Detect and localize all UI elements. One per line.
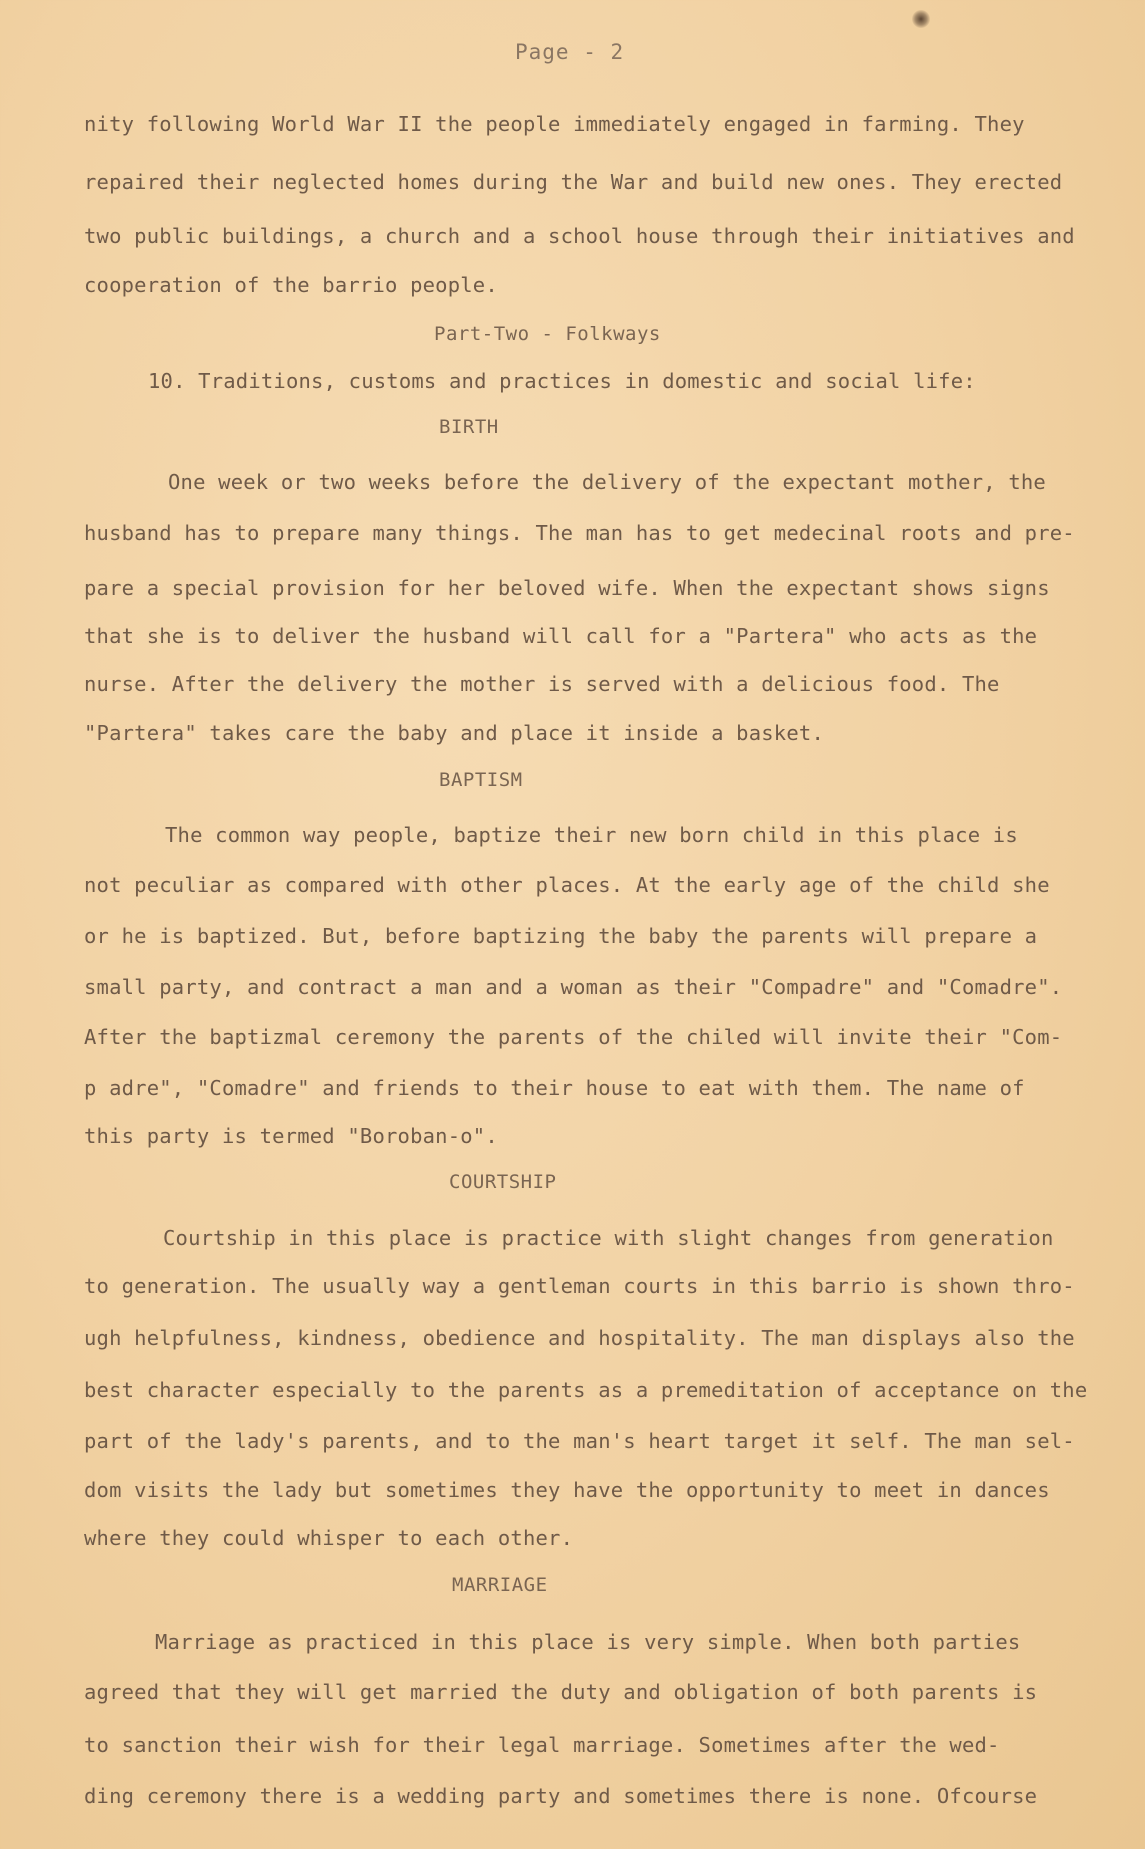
marriage-line: to sanction their wish for their legal marriage. Sometimes after the wed- — [84, 1733, 1000, 1757]
courtship-line: where they could whisper to each other. — [84, 1526, 574, 1550]
birth-line: nurse. After the delivery the mother is served with a delicious food. The — [84, 672, 1000, 696]
section-heading-baptism: BAPTISM — [439, 769, 523, 791]
birth-line: husband has to prepare many things. The man has to get medecinal roots and pre- — [84, 521, 1075, 545]
courtship-line: part of the lady's parents, and to the man's heart target it self. The man sel- — [84, 1429, 1075, 1453]
baptism-line: small party, and contract a man and a woman as their "Compadre" and "Comadre". — [84, 975, 1063, 999]
intro-line: repaired their neglected homes during the War and build new ones. They erected — [84, 170, 1063, 194]
section-heading-courtship: COURTSHIP — [449, 1171, 557, 1193]
birth-line: One week or two weeks before the delivery of the expectant mother, the — [168, 470, 1046, 494]
intro-line: cooperation of the barrio people. — [84, 273, 498, 297]
part-heading: Part-Two - Folkways — [434, 323, 661, 345]
baptism-line: The common way people, baptize their new born child in this place is — [165, 823, 1018, 847]
courtship-line: Courtship in this place is practice with slight changes from generation — [163, 1226, 1054, 1250]
section-heading-birth: BIRTH — [439, 416, 499, 438]
intro-line: two public buildings, a church and a school house through their initiatives and — [84, 224, 1075, 248]
marriage-line: agreed that they will get married the duty and obligation of both parents is — [84, 1680, 1038, 1704]
baptism-line: p adre", "Comadre" and friends to their house to eat with them. The name of — [84, 1076, 1025, 1100]
marriage-line: ding ceremony there is a wedding party and sometimes there is none. Ofcourse — [84, 1784, 1038, 1808]
courtship-line: to generation. The usually way a gentleman courts in this barrio is shown thro- — [84, 1274, 1075, 1298]
page-number: Page - 2 — [515, 40, 625, 64]
section-heading-marriage: MARRIAGE — [452, 1574, 548, 1596]
baptism-line: not peculiar as compared with other places. At the early age of the child she — [84, 873, 1050, 897]
marriage-line: Marriage as practiced in this place is very simple. When both parties — [155, 1630, 1021, 1654]
intro-line: nity following World War II the people immediately engaged in farming. They — [84, 112, 1025, 136]
courtship-line: dom visits the lady but sometimes they have the opportunity to meet in dances — [84, 1478, 1050, 1502]
baptism-line: After the baptizmal ceremony the parents of the chiled will invite their "Com- — [84, 1025, 1063, 1049]
baptism-line: this party is termed "Boroban-o". — [84, 1124, 498, 1148]
item-heading: 10. Traditions, customs and practices in domestic and social life: — [148, 369, 976, 393]
birth-line: "Partera" takes care the baby and place it inside a basket. — [84, 721, 824, 745]
ink-smudge — [912, 10, 930, 28]
birth-line: pare a special provision for her beloved wife. When the expectant shows signs — [84, 576, 1050, 600]
courtship-line: ugh helpfulness, kindness, obedience and hospitality. The man displays also the — [84, 1326, 1075, 1350]
birth-line: that she is to deliver the husband will call for a "Partera" who acts as the — [84, 624, 1038, 648]
courtship-line: best character especially to the parents as a premeditation of acceptance on the — [84, 1378, 1088, 1402]
baptism-line: or he is baptized. But, before baptizing the baby the parents will prepare a — [84, 924, 1038, 948]
